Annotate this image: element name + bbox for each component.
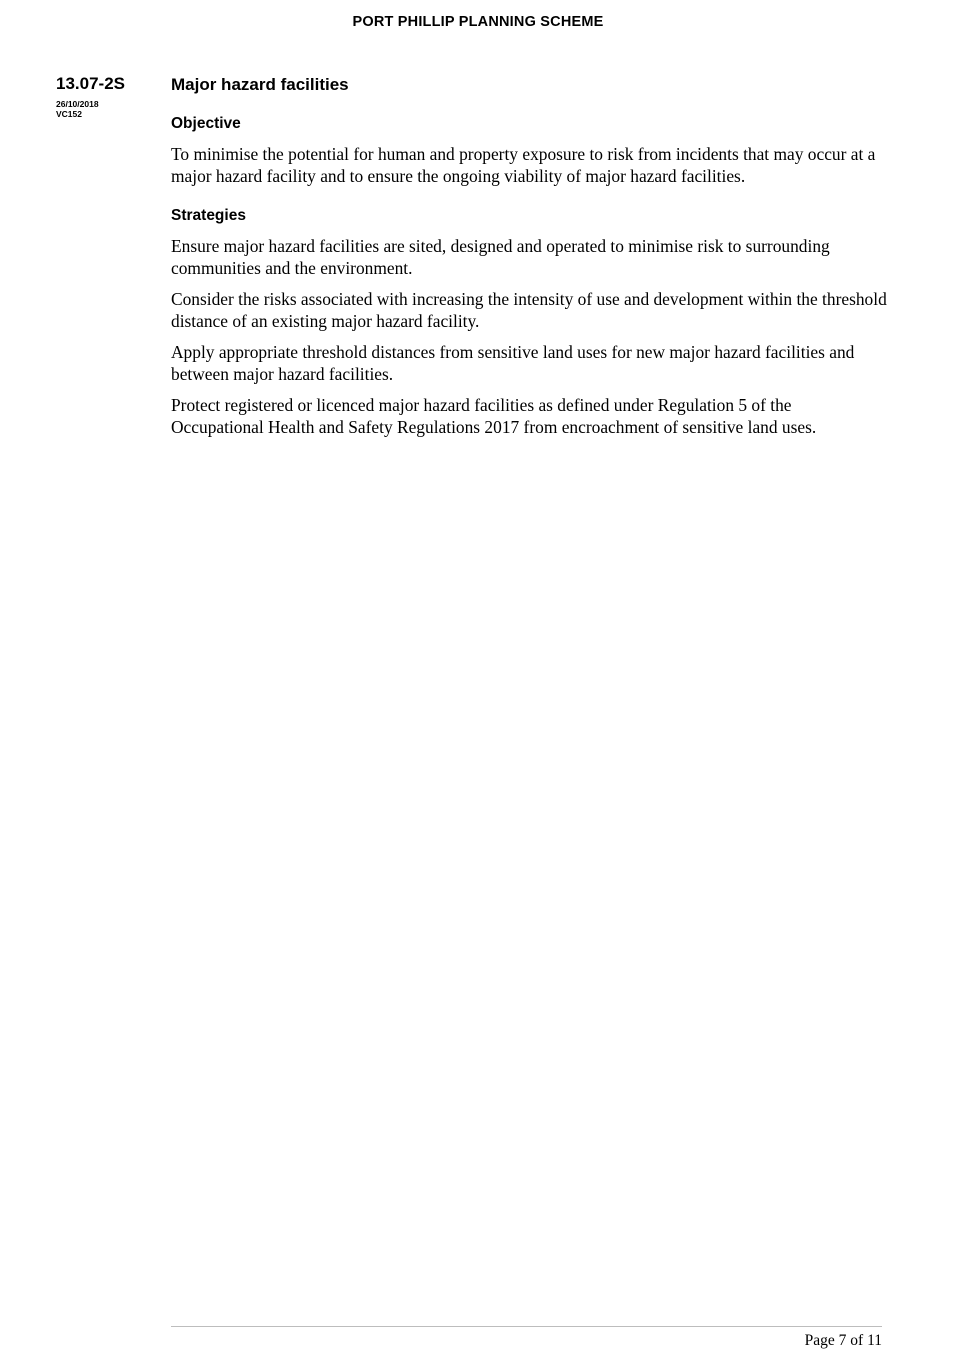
clause-date: 26/10/2018 [56,99,99,109]
objective-heading: Objective [171,115,241,132]
page-number: Page 7 of 11 [804,1332,882,1349]
clause-content [171,74,887,438]
clause-number: 13.07-2S [56,74,125,93]
strategy-item: Ensure major hazard facilities are sited, designed and operated to minimise risk to surrounding communities and the environment. [171,236,830,278]
strategy-item: Consider the risks associated with increasing the intensity of use and development within the threshold distance of an existing major hazard facility. [171,289,887,331]
strategy-item: Apply appropriate threshold distances from sensitive land uses for new major hazard facilities and between major hazard facilities. [171,342,855,384]
running-header: PORT PHILLIP PLANNING SCHEME [352,14,604,30]
clause-title: Major hazard facilities [171,75,349,94]
strategy-item: Protect registered or licenced major hazard facilities as defined under Regulation 5 of the Occupational Health and Safety Regulations 2017 from encroachment of sensitive land uses. [171,395,817,437]
clause-amendment: VC152 [56,109,82,119]
strategies-heading: Strategies [171,207,246,224]
footer-divider [171,1326,882,1327]
objective-text: To minimise the potential for human and property exposure to risk from incidents that may occur at a major hazard facility and to ensure the ongoing viability of major hazard facilities. [171,144,876,186]
